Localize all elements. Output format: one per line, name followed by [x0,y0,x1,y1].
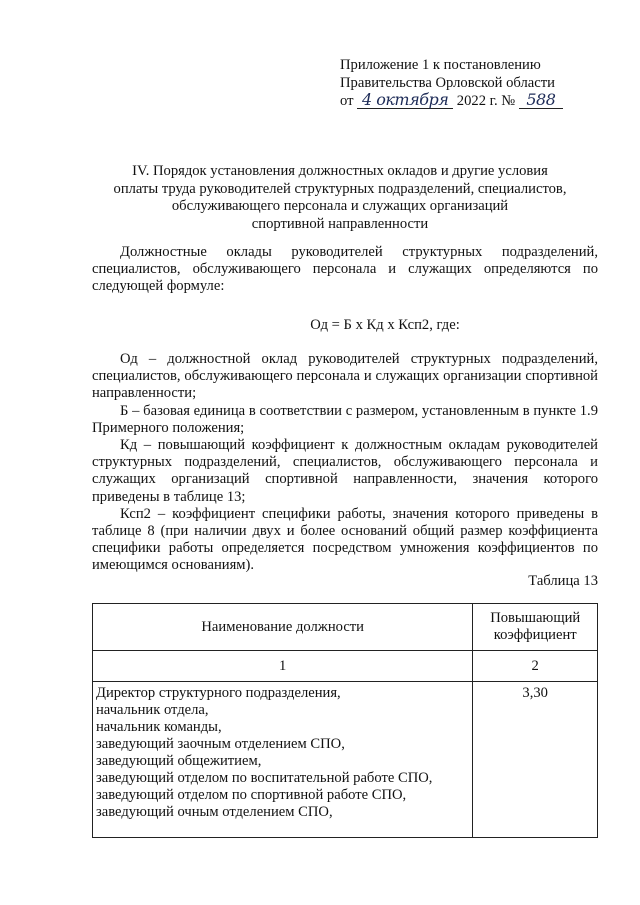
definition-kd: Кд – повышающий коэффициент к должностным окладам руководителей структурных подразделений, специалистов, обслуживающего персонала и служащих организаций спортивной направленности, значения которого приведены в таблице 13; [92,437,598,505]
appendix-line-1: Приложение 1 к постановлению [340,57,541,73]
appendix-line-2: Правительства Орловской области [340,75,555,91]
year-text: 2022 г. № [456,93,516,109]
definition-ksp2: Ксп2 – коэффициент специфики работы, значения которого приведены в таблице 8 (при наличии двух и более оснований общий размер коэффициента специфики работы определяется посредством умножения коэффициентов по имеющимся основаниям). [92,505,598,574]
header-coefficient: Повышающий коэффициент [473,604,598,651]
formula: Од = Б х Кд х Ксп2, где: [310,317,460,333]
appendix-reference [340,56,590,110]
column-number-row [93,651,598,682]
heading-line-1: IV. Порядок установления должностных окладов и другие условия [132,163,548,179]
position-item: заведующий отделом по спортивной работе СПО, [96,787,407,803]
intro-paragraph: Должностные оклады руководителей структурных подразделений, специалистов, обслуживающего персонала и служащих определяются по следующей формуле: [92,244,598,295]
definition-b: Б – базовая единица в соответствии с размером, установленным в пункте 1.9 Примерного положения; [92,402,598,436]
header-position-name: Наименование должности [93,604,473,651]
intro-block [92,244,598,296]
heading-line-4: спортивной направленности [251,215,429,232]
handwritten-number: 588 [519,92,563,109]
position-item: заведующий заочным отделением СПО, [96,736,345,752]
position-item: Директор структурного подразделения, [96,685,341,701]
position-item: заведующий отделом по воспитательной работе СПО, [96,770,433,786]
table-header-row [93,604,598,651]
coefficient-cell: 3,30 [473,682,598,838]
table-row [93,682,598,838]
position-item: начальник команды, [96,719,222,735]
position-item: заведующий общежитием, [96,753,262,769]
column-number-1: 1 [93,651,473,682]
position-item: заведующий очным отделением СПО, [96,804,333,820]
handwritten-date: 4 октября [357,92,453,109]
date-prefix: от [340,93,354,109]
section-heading [90,163,590,233]
heading-line-3: обслуживающего персонала и служащих организаций [171,198,509,215]
position-item: начальник отдела, [96,702,209,718]
positions-cell [93,682,473,838]
definition-od: Од – должностной оклад руководителей структурных подразделений, специалистов, обслуживающего персонала и служащих организации спортивной направленности; [92,351,598,402]
column-number-2: 2 [473,651,598,682]
appendix-date-line [340,92,590,110]
heading-line-2: оплаты труда руководителей структурных подразделений, специалистов, [113,180,567,197]
table-13 [92,603,598,838]
table-caption: Таблица 13 [528,573,598,589]
definitions-block [92,351,598,575]
